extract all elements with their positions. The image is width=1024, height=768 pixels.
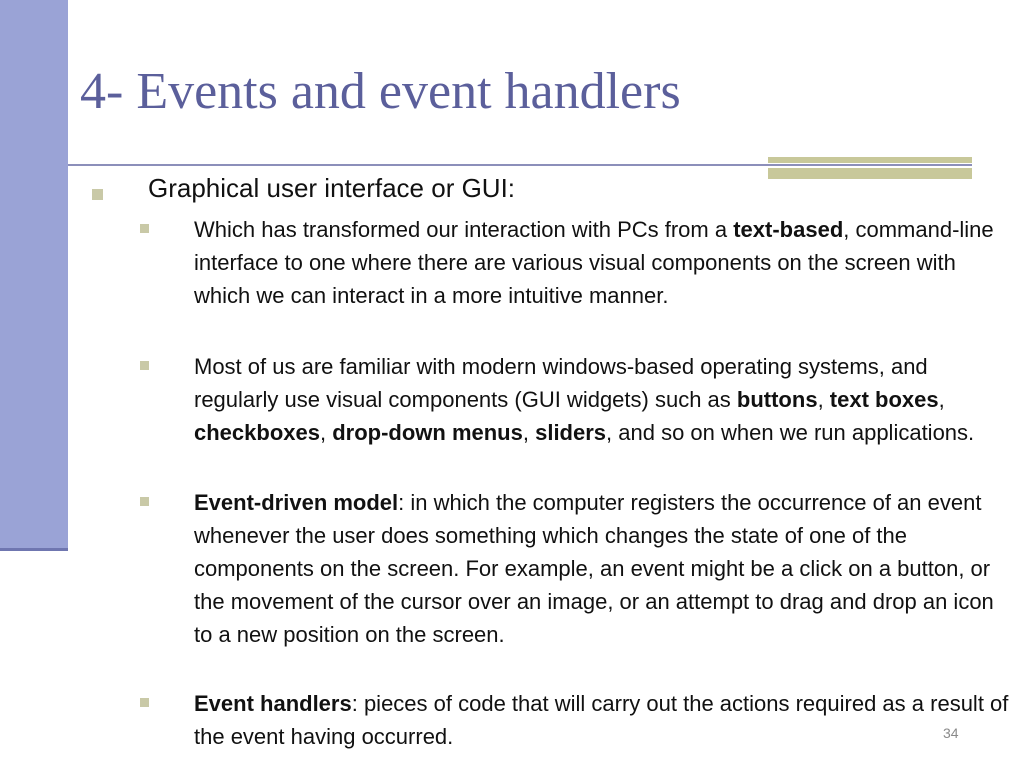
bullet-square-icon bbox=[140, 361, 149, 370]
bullet-square-icon bbox=[140, 698, 149, 707]
bullet-item-gui bbox=[194, 213, 1014, 312]
bullet-text: Event-driven model: in which the computer registers the occurrence of an event whenever the user does something which changes the state of one of the components on the screen. For example, an event might be a click on a button, or the movement of the cursor over an image, or an attempt to drag and drop an icon to a new position on the screen. bbox=[194, 490, 994, 647]
page-number: 34 bbox=[943, 725, 959, 741]
bullet-text: Which has transformed our interaction with PCs from a text-based, command-line interface to one where there are various visual components on the screen with which we can interact in a more intuitive manner. bbox=[194, 217, 994, 308]
bullet-square-icon bbox=[140, 497, 149, 506]
bullet-square-icon bbox=[92, 189, 103, 200]
bullet-square-icon bbox=[140, 224, 149, 233]
slide-title: 4- Events and event handlers bbox=[80, 63, 681, 120]
bullet-item-event-driven bbox=[194, 486, 1014, 651]
bullet-text: Most of us are familiar with modern windows-based operating systems, and regularly use visual components (GUI widgets) such as buttons, text boxes, checkboxes, drop-down menus, sliders, and so on when we run applications. bbox=[194, 354, 975, 445]
bullet-item-widgets bbox=[194, 350, 1014, 449]
bullet-heading: Graphical user interface or GUI: bbox=[148, 173, 516, 203]
bullet-item-event-handlers bbox=[194, 687, 1014, 753]
bullet-text: Event handlers: pieces of code that will carry out the actions required as a result of the event having occurred. bbox=[194, 691, 1009, 749]
